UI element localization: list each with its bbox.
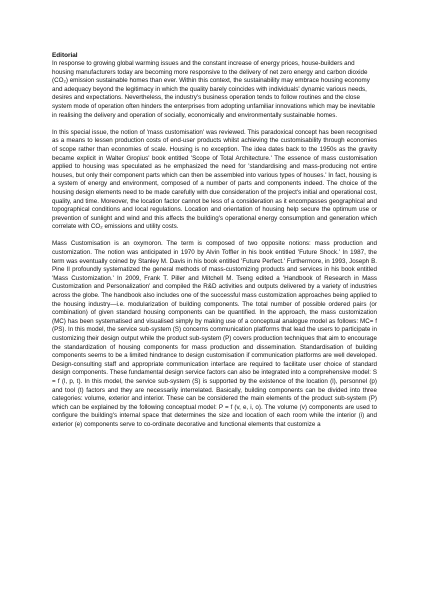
editorial-heading: Editorial (52, 52, 78, 59)
paragraph-mass-customisation-oxymoron: Mass Customisation is an oxymoron. The term is composed of two opposite notions: mass production and customization. The notion was anticipated in 1970 by Alvin Toffler in his book entitled 'Future Shock.' In 1987, the term was eventually coined by Stanley M. Davis in his book entitled 'Future Perfect.' Furthermore, in 1993, Joseph B. Pine II profoundly systematized the general methods of mass-customizing products and services in his book entitled 'Mass Customization.' In 2009, Frank T. Piller and Mitchell M. Tseng edited a 'Handbook of Research in Mass Customization and Personalization' and compiled the R&D activities and outputs delivered by a variety of industries across the globe. The handbook also includes one of the successful mass customization approaches being applied to the housing industry—i.e. modularization of building components. The total number of possible ordered pairs (or combination) of given standard housing components can be quantified. In the approach, the mass customization (MC) has been systematised and visualised simply by making use of a conceptual analogue model as follows: MC= f (PS). In this model, the service sub-system (S) concerns communication platforms that lead the users to participate in customizing their design output while the product sub-system (P) covers production techniques that aim to encourage the standardization of housing components for mass production and dissemination. Standardisation of building components seems to be a limited hindrance to design customisation if communication platforms are well developed. Design-consulting staff and appropriate communication interface are required to facilitate user choice of standard design components. These fundamental design service factors can also be integrated into a comprehensive model: S = f (l, p, t). In this model, the service sub-system (S) is supported by the existence of the location (l), personnel (p) and tool (t) factors and they are necessarily interrelated. Basically, building components can be divided into three categories: volume, exterior and interior. These can be considered the main elements of the product sub-system (P) which can be explained by the following conceptual model: P = f (v, e, i, o). The volume (v) components are used to configure the building's internal space that determines the size and location of each room while the interior (i) and exterior (e) components serve to co-ordinate decorative and functional elements that customize a (52, 240, 377, 428)
paragraph-mass-customisation-concept: In this special issue, the notion of 'mass customisation' was reviewed. This paradoxical concept has been recognised as a means to lessen production costs of end-user products whilst achieving the customisability through economies of scope rather than economies of scale. Housing is no exception. The idea dates back to the 1950s as the gravity became explicit in Walter Gropius' book entitled 'Scope of Total Architecture.' The essence of mass customisation applied to housing was speculated as he emphasized the need for 'standardising and mass-producing not entire houses, but only their component parts which can then be assembled into various types of houses.' In fact, housing is a system of energy and environment, composed of a number of parts and components indeed. The choice of the housing design elements need to be made carefully with due consideration of the project's initial and operational cost, quality, and time. Moreover, the location factor cannot be less of a consideration as it encompasses geographical and topographical conditions and local regulations. Location and orientation of housing help secure the optimum use or prevention of sunlight and wind and this affects the building's operational energy consumption and generation which correlate with CO₂ emissions and utility costs. (52, 128, 377, 231)
paragraph-sustainability: In response to growing global warming issues and the constant increase of energy prices, house-builders and housing manufacturers today are becoming more responsive to the delivery of net zero energy and carbon dioxide (CO₂) emission sustainable homes than ever. Within this context, the sustainability may embrace housing economy and adequacy beyond the legitimacy in which the quality barely coincides with individuals' dynamic various needs, desires and expectations. Nevertheless, the industry's business operation tends to follow routines and the close system mode of operation often hinders the enterprises from adopting unfamiliar innovations which may be inevitable in realising the delivery and operation of socially, economically and environmentally sustainable homes. (52, 60, 376, 119)
